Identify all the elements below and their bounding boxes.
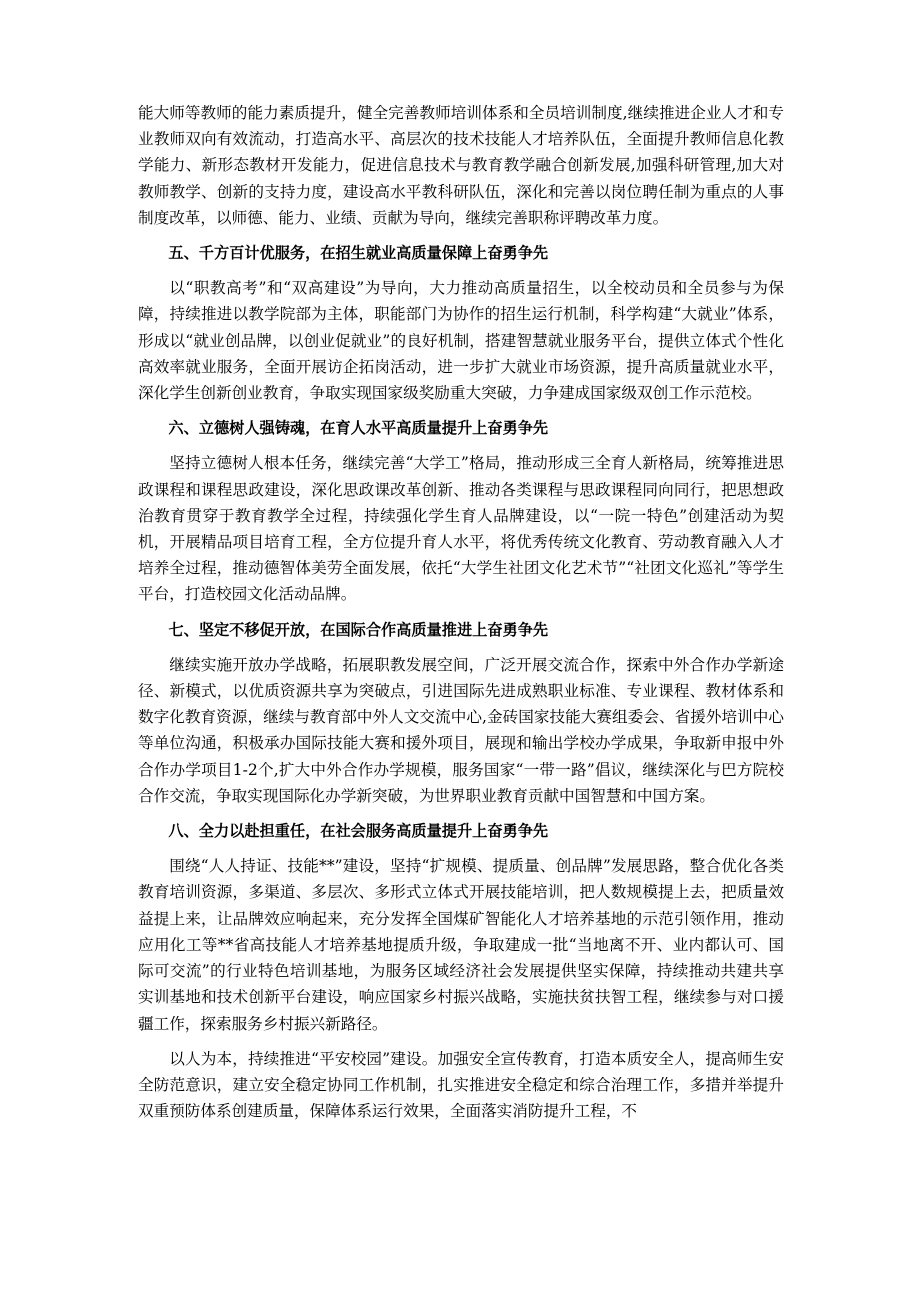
heading-section-7: 七、坚定不移促开放，在国际合作高质量推进上奋勇争先 [168, 620, 549, 639]
paragraph-campus-safety: 以人为本，持续推进“平安校园”建设。加强安全宣传教育，打造本质安全人，提高师生安全防范意识，建立安全稳定协同工作机制，扎实推进安全稳定和综合治理工作，多措并举提升双重预防体系创建质量，保障体系运行效果，全面落实消防提升工程，不 [138, 1049, 784, 1121]
paragraph-social-service: 围绕“人人持证、技能**”建设，坚持“扩规模、提质量、创品牌”发展思路，整合优化各类教育培训资源，多渠道、多层次、多形式立体式开展技能培训，把人数规模提上去，把质量效益提上来，让品牌效应响起来，充分发挥全国煤矿智能化人才培养基地的示范引领作用，推动应用化工等**省高技能人才培养基地提质升级，争取建成一批“当地离不开、业内都认可、国际可交流”的行业特色培训基地，为服务区域经济社会发展提供坚实保障，持续推动共建共享实训基地和技术创新平台建设，响应国家乡村振兴战略，实施扶贫扶智工程，继续参与对口援疆工作，探索服务乡村振兴新路径。 [138, 857, 784, 1033]
paragraph-moral-education: 坚持立德树人根本任务，继续完善“大学工”格局，推动形成三全育人新格局，统筹推进思政课程和课程思政建设，深化思政课改革创新、推动各类课程与思政课程同向同行，把思想政治教育贯穿于教育教学全过程，持续强化学生育人品牌建设，以“一院一特色”创建活动为契机，开展精品项目培育工程，全方位提升育人水平，将优秀传统文化教育、劳动教育融入人才培养全过程，推动德智体美劳全面发展，依托“大学生社团文化艺术节”“社团文化巡礼”等学生平台，打造校园文化活动品牌。 [138, 454, 784, 604]
document-page [138, 100, 784, 1133]
paragraph-teacher-development: 能大师等教师的能力素质提升，健全完善教师培训体系和全员培训制度,继续推进企业人才和专业教师双向有效流动，打造高水平、高层次的技术技能人才培养队伍，全面提升教师信息化教学能力、新形态教材开发能力，促进信息技术与教育教学融合创新发展,加强科研管理,加大对教师教学、创新的支持力度，建设高水平教科研队伍，深化和完善以岗位聘任制为重点的人事制度改革，以师德、能力、业绩、贡献为导向，继续完善职称评聘改革力度。 [138, 104, 784, 227]
heading-section-8: 八、全力以赴担重任，在社会服务高质量提升上奋勇争先 [168, 822, 549, 841]
paragraph-international-cooperation: 继续实施开放办学战略，拓展职教发展空间，广泛开展交流合作，探索中外合作办学新途径、新模式，以优质资源共享为突破点，引进国际先进成熟职业标准、专业课程、教材体系和数字化教育资源，继续与教育部中外人文交流中心,金砖国家技能大赛组委会、省援外培训中心等单位沟通，积极承办国际技能大赛和援外项目，展现和输出学校办学成果，争取新申报中外合作办学项目1-2个,扩大中外合作办学规模，服务国家“一带一路”倡议，继续深化与巴方院校合作交流，争取实现国际化办学新突破，为世界职业教育贡献中国智慧和中国方案。 [138, 655, 784, 805]
heading-section-5: 五、千方百计优服务，在招生就业高质量保障上奋勇争先 [168, 244, 549, 263]
paragraph-enrollment-employment: 以“职教高考”和“双高建设”为导向，大力推动高质量招生，以全校动员和全员参与为保障，持续推进以教学院部为主体，职能部门为协作的招生运行机制，科学构建“大就业”体系，形成以“就业创品牌，以创业促就业”的良好机制，搭建智慧就业服务平台，提供立体式个性化高效率就业服务，全面开展访企拓岗活动，进一步扩大就业市场资源，提升高质量就业水平，深化学生创新创业教育，争取实现国家级奖励重大突破，力争建成国家级双创工作示范校。 [138, 279, 784, 403]
heading-section-6: 六、立德树人强铸魂，在育人水平高质量提升上奋勇争先 [168, 419, 549, 438]
